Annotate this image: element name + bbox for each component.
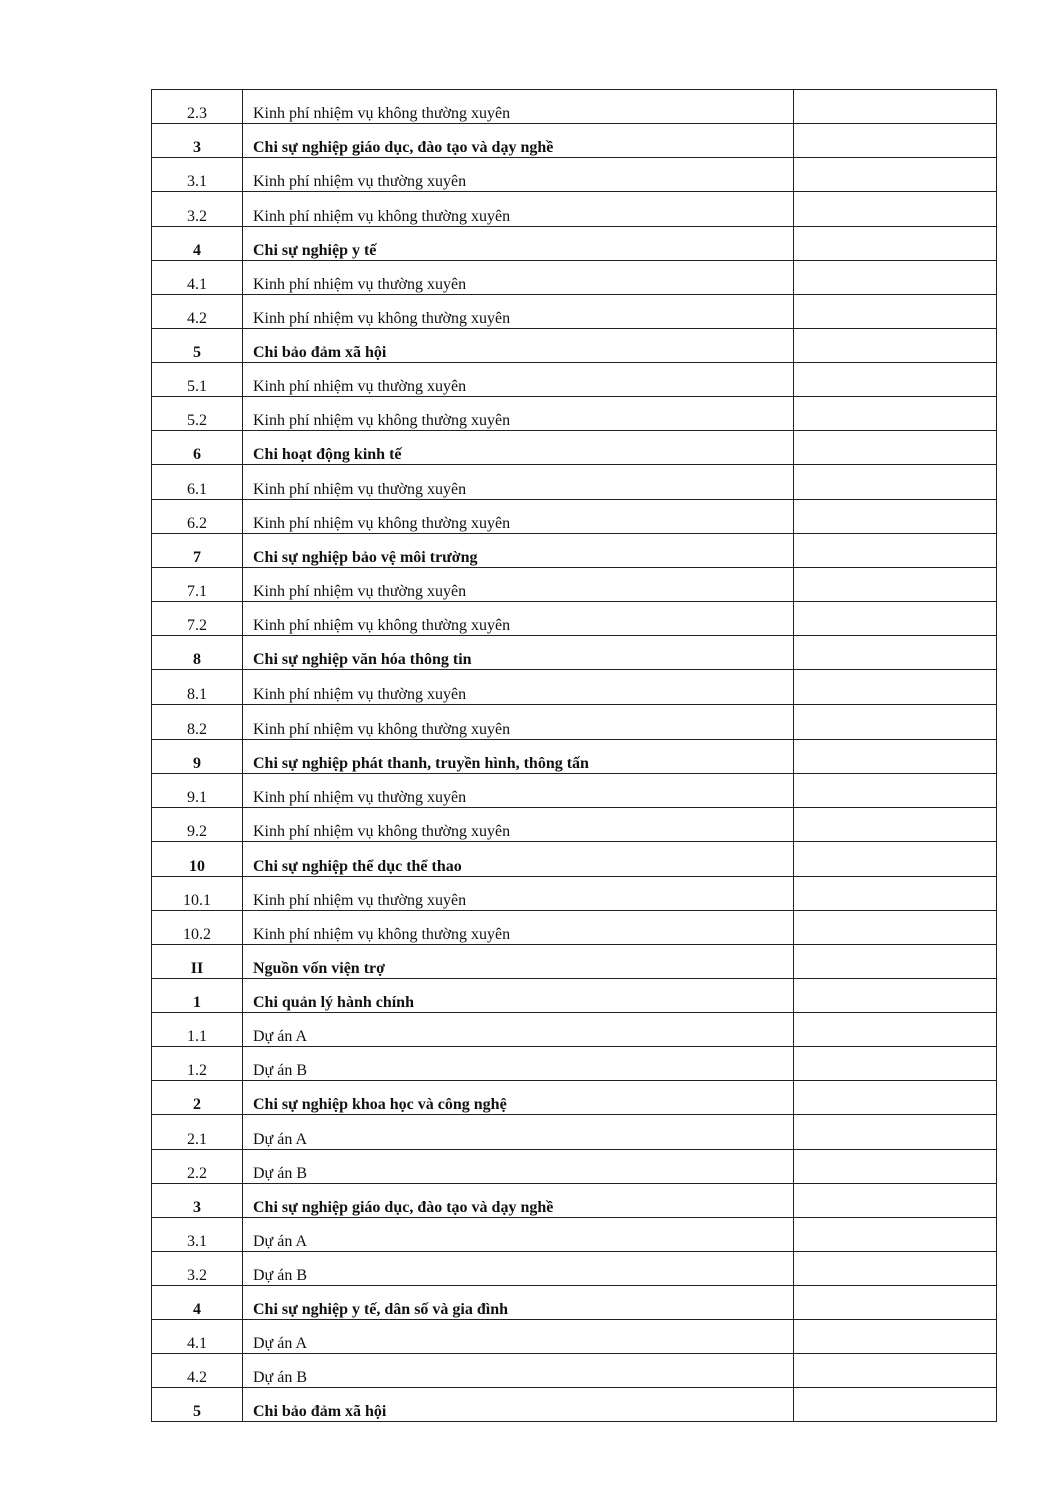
item-value-cell (794, 740, 997, 774)
table-row (152, 1388, 997, 1422)
table-row (152, 1047, 997, 1081)
table-row (152, 774, 997, 808)
item-content-cell: Dự án A (243, 1013, 794, 1047)
budget-table (151, 89, 997, 1422)
item-number-cell: 6.2 (152, 500, 243, 534)
item-value-cell (794, 1320, 997, 1354)
table-row (152, 670, 997, 705)
item-value-cell (794, 911, 997, 945)
table-row (152, 1081, 997, 1115)
item-number-cell: 1.1 (152, 1013, 243, 1047)
table-row (152, 329, 997, 363)
table-row (152, 602, 997, 636)
item-content-cell: Chi bảo đảm xã hội (243, 1388, 794, 1422)
item-content-cell: Kinh phí nhiệm vụ thường xuyên (243, 774, 794, 808)
item-value-cell (794, 329, 997, 363)
item-value-cell (794, 1013, 997, 1047)
item-number-cell: 2.1 (152, 1115, 243, 1150)
item-number-cell: 1 (152, 979, 243, 1013)
item-content-cell: Dự án A (243, 1218, 794, 1252)
item-content-cell: Chi sự nghiệp khoa học và công nghệ (243, 1081, 794, 1115)
item-value-cell (794, 534, 997, 568)
item-content-cell: Chi sự nghiệp giáo dục, đào tạo và dạy nghề (243, 124, 794, 158)
item-content-cell: Dự án B (243, 1150, 794, 1184)
item-content-cell: Kinh phí nhiệm vụ không thường xuyên (243, 705, 794, 740)
item-content-cell: Kinh phí nhiệm vụ không thường xuyên (243, 295, 794, 329)
table-row (152, 568, 997, 602)
table-row (152, 1252, 997, 1286)
item-content-cell: Kinh phí nhiệm vụ không thường xuyên (243, 397, 794, 431)
item-number-cell: 4 (152, 227, 243, 261)
item-number-cell: 5 (152, 1388, 243, 1422)
table-row (152, 1218, 997, 1252)
table-row (152, 1184, 997, 1218)
item-number-cell: 5 (152, 329, 243, 363)
table-row (152, 1320, 997, 1354)
item-content-cell: Kinh phí nhiệm vụ thường xuyên (243, 670, 794, 705)
item-value-cell (794, 842, 997, 877)
item-value-cell (794, 568, 997, 602)
table-row (152, 911, 997, 945)
item-content-cell: Chi sự nghiệp phát thanh, truyền hình, thông tấn (243, 740, 794, 774)
item-value-cell (794, 124, 997, 158)
item-number-cell: 3 (152, 1184, 243, 1218)
item-value-cell (794, 1150, 997, 1184)
item-content-cell: Dự án A (243, 1115, 794, 1150)
item-content-cell: Kinh phí nhiệm vụ thường xuyên (243, 261, 794, 295)
table-row (152, 1286, 997, 1320)
item-number-cell: 10.2 (152, 911, 243, 945)
item-number-cell: 3.2 (152, 192, 243, 227)
item-content-cell: Chi sự nghiệp y tế (243, 227, 794, 261)
item-value-cell (794, 1252, 997, 1286)
item-content-cell: Dự án B (243, 1252, 794, 1286)
item-value-cell (794, 1218, 997, 1252)
table-row (152, 158, 997, 192)
item-number-cell: 4.1 (152, 261, 243, 295)
budget-table-body (152, 90, 997, 1422)
item-value-cell (794, 295, 997, 329)
item-value-cell (794, 363, 997, 397)
table-row (152, 465, 997, 500)
item-content-cell: Kinh phí nhiệm vụ thường xuyên (243, 465, 794, 500)
item-number-cell: 7 (152, 534, 243, 568)
item-value-cell (794, 808, 997, 842)
table-row (152, 500, 997, 534)
item-content-cell: Chi quản lý hành chính (243, 979, 794, 1013)
item-value-cell (794, 1388, 997, 1422)
item-value-cell (794, 261, 997, 295)
item-content-cell: Kinh phí nhiệm vụ không thường xuyên (243, 90, 794, 124)
item-number-cell: 3.2 (152, 1252, 243, 1286)
table-row (152, 1115, 997, 1150)
item-number-cell: 3.1 (152, 1218, 243, 1252)
item-value-cell (794, 705, 997, 740)
table-row (152, 979, 997, 1013)
table-row (152, 124, 997, 158)
table-row (152, 1013, 997, 1047)
item-number-cell: 8.2 (152, 705, 243, 740)
item-content-cell: Chi sự nghiệp bảo vệ môi trường (243, 534, 794, 568)
item-value-cell (794, 1354, 997, 1388)
item-value-cell (794, 397, 997, 431)
item-number-cell: 8.1 (152, 670, 243, 705)
item-content-cell: Chi sự nghiệp giáo dục, đào tạo và dạy nghề (243, 1184, 794, 1218)
item-content-cell: Dự án B (243, 1047, 794, 1081)
item-value-cell (794, 227, 997, 261)
item-content-cell: Dự án A (243, 1320, 794, 1354)
table-row (152, 227, 997, 261)
item-number-cell: 8 (152, 636, 243, 670)
item-number-cell: 9.1 (152, 774, 243, 808)
item-number-cell: 2.3 (152, 90, 243, 124)
table-row (152, 740, 997, 774)
item-number-cell: 2.2 (152, 1150, 243, 1184)
item-number-cell: 5.2 (152, 397, 243, 431)
item-number-cell: 4 (152, 1286, 243, 1320)
table-row (152, 1354, 997, 1388)
item-content-cell: Kinh phí nhiệm vụ thường xuyên (243, 877, 794, 911)
item-content-cell: Chi sự nghiệp thể dục thể thao (243, 842, 794, 877)
table-row (152, 363, 997, 397)
table-row (152, 808, 997, 842)
item-content-cell: Chi sự nghiệp văn hóa thông tin (243, 636, 794, 670)
item-value-cell (794, 636, 997, 670)
item-value-cell (794, 1184, 997, 1218)
item-value-cell (794, 670, 997, 705)
table-row (152, 192, 997, 227)
item-content-cell: Kinh phí nhiệm vụ thường xuyên (243, 568, 794, 602)
table-row (152, 261, 997, 295)
table-row (152, 842, 997, 877)
item-number-cell: 7.1 (152, 568, 243, 602)
item-value-cell (794, 774, 997, 808)
item-number-cell: 4.2 (152, 1354, 243, 1388)
item-content-cell: Kinh phí nhiệm vụ không thường xuyên (243, 911, 794, 945)
table-row (152, 431, 997, 465)
table-row (152, 636, 997, 670)
item-value-cell (794, 192, 997, 227)
table-row (152, 534, 997, 568)
item-value-cell (794, 877, 997, 911)
item-content-cell: Chi hoạt động kinh tế (243, 431, 794, 465)
item-value-cell (794, 945, 997, 979)
item-number-cell: 7.2 (152, 602, 243, 636)
item-content-cell: Kinh phí nhiệm vụ không thường xuyên (243, 192, 794, 227)
item-content-cell: Kinh phí nhiệm vụ không thường xuyên (243, 602, 794, 636)
item-number-cell: 6.1 (152, 465, 243, 500)
item-content-cell: Dự án B (243, 1354, 794, 1388)
item-value-cell (794, 431, 997, 465)
table-row (152, 90, 997, 124)
item-number-cell: 1.2 (152, 1047, 243, 1081)
item-content-cell: Chi bảo đảm xã hội (243, 329, 794, 363)
item-number-cell: 9 (152, 740, 243, 774)
table-row (152, 397, 997, 431)
item-number-cell: 10.1 (152, 877, 243, 911)
item-number-cell: 3 (152, 124, 243, 158)
item-number-cell: 9.2 (152, 808, 243, 842)
item-number-cell: 2 (152, 1081, 243, 1115)
item-value-cell (794, 158, 997, 192)
item-number-cell: 6 (152, 431, 243, 465)
item-value-cell (794, 1047, 997, 1081)
table-row (152, 705, 997, 740)
table-row (152, 945, 997, 979)
item-content-cell: Kinh phí nhiệm vụ thường xuyên (243, 363, 794, 397)
item-value-cell (794, 465, 997, 500)
item-content-cell: Nguồn vốn viện trợ (243, 945, 794, 979)
item-number-cell: 10 (152, 842, 243, 877)
table-row (152, 1150, 997, 1184)
item-value-cell (794, 1115, 997, 1150)
item-number-cell: 3.1 (152, 158, 243, 192)
item-content-cell: Kinh phí nhiệm vụ không thường xuyên (243, 500, 794, 534)
item-number-cell: 5.1 (152, 363, 243, 397)
item-number-cell: II (152, 945, 243, 979)
item-content-cell: Kinh phí nhiệm vụ không thường xuyên (243, 808, 794, 842)
item-value-cell (794, 979, 997, 1013)
table-row (152, 877, 997, 911)
item-content-cell: Kinh phí nhiệm vụ thường xuyên (243, 158, 794, 192)
item-value-cell (794, 602, 997, 636)
item-value-cell (794, 90, 997, 124)
item-number-cell: 4.2 (152, 295, 243, 329)
item-value-cell (794, 500, 997, 534)
item-content-cell: Chi sự nghiệp y tế, dân số và gia đình (243, 1286, 794, 1320)
item-value-cell (794, 1286, 997, 1320)
item-value-cell (794, 1081, 997, 1115)
item-number-cell: 4.1 (152, 1320, 243, 1354)
table-row (152, 295, 997, 329)
